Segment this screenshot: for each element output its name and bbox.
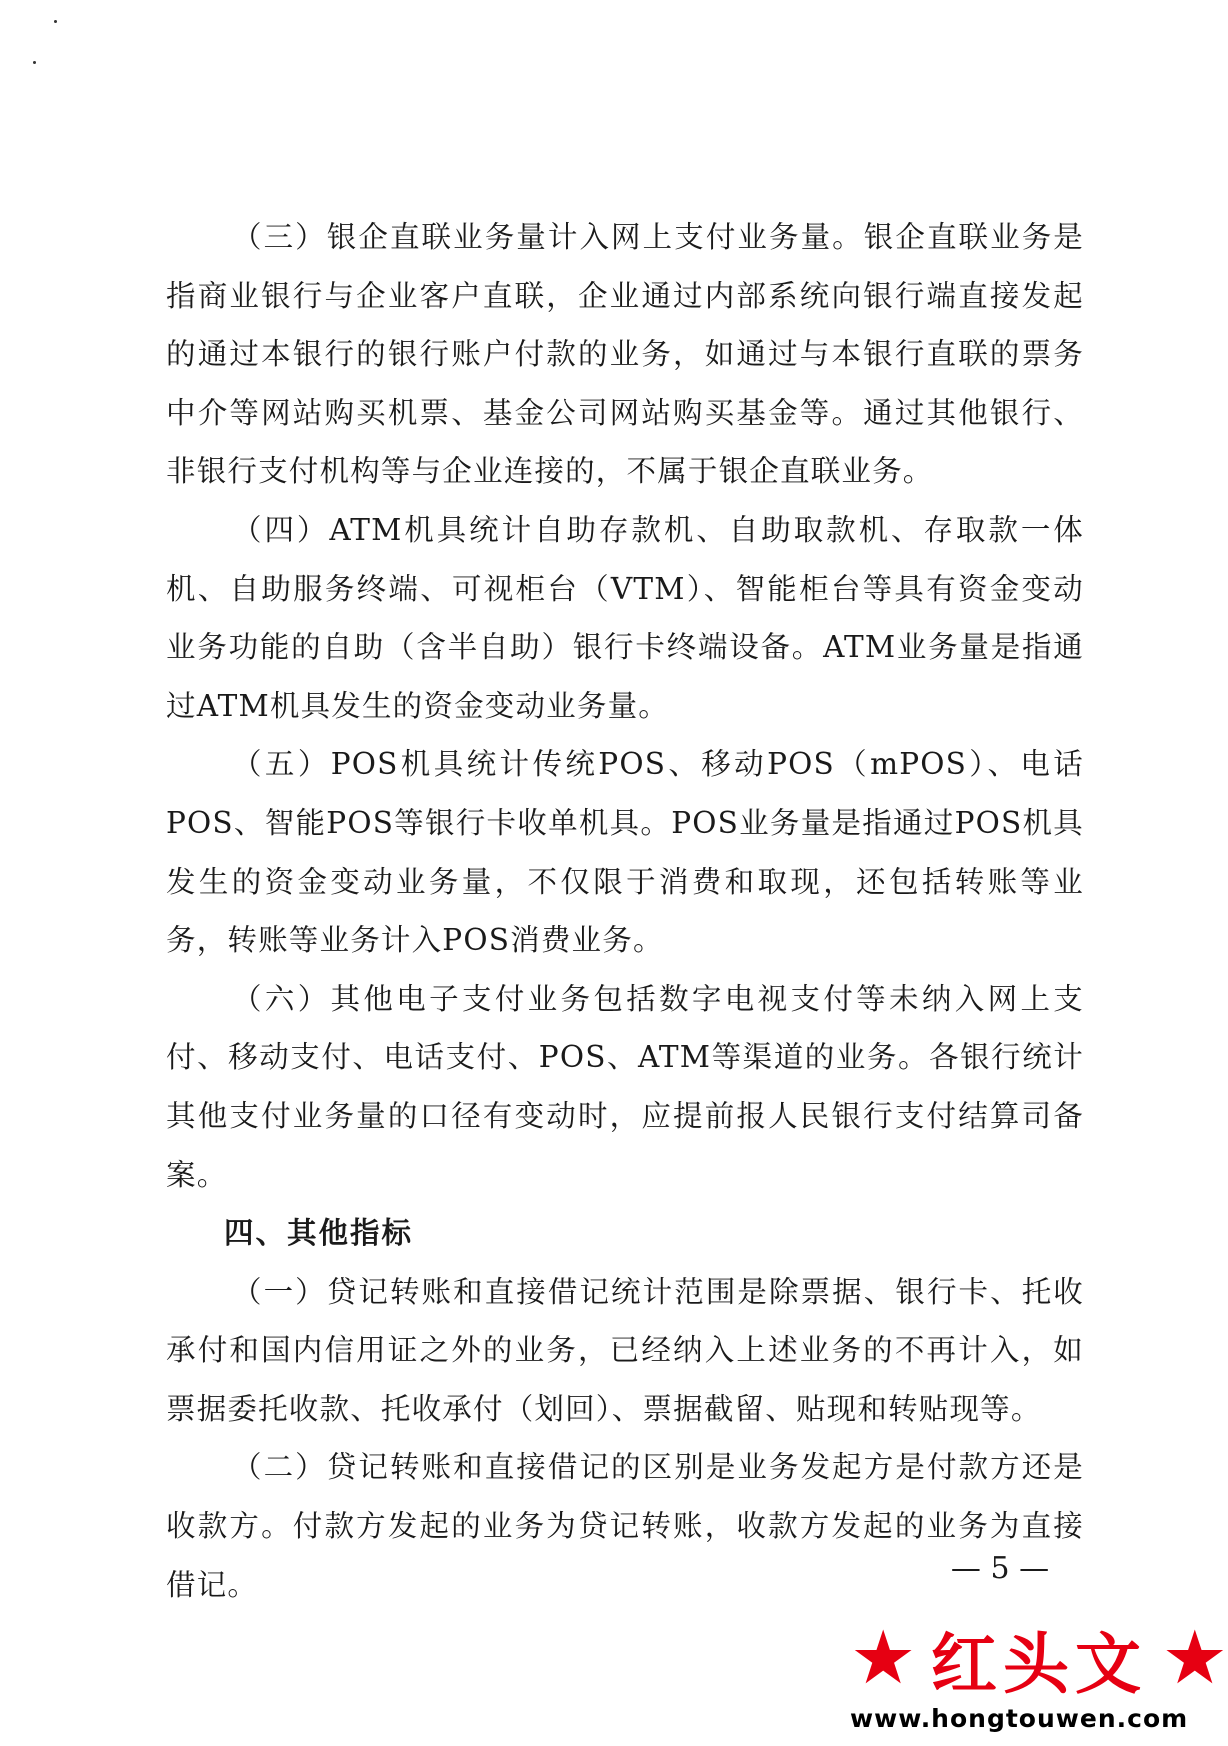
star-icon: ★ bbox=[1161, 1615, 1228, 1701]
scan-speck bbox=[33, 61, 36, 64]
watermark-url: www.hongtouwen.com bbox=[850, 1704, 1189, 1733]
star-icon: ★ bbox=[850, 1615, 917, 1701]
paragraph-four: （四）ATM机具统计自助存款机、自助取款机、存取款一体机、自助服务终端、可视柜台（VTM）、智能柜台等具有资金变动业务功能的自助（含半自助）银行卡终端设备。ATM业务量是指通过ATM机具发生的资金变动业务量。 bbox=[166, 512, 1084, 723]
watermark-logo bbox=[850, 1612, 1228, 1742]
paragraph-six: （六）其他电子支付业务包括数字电视支付等未纳入网上支付、移动支付、电话支付、POS、ATM等渠道的业务。各银行统计其他支付业务量的口径有变动时，应提前报人民银行支付结算司备案。 bbox=[166, 981, 1084, 1192]
page-number: — 5 — bbox=[950, 1551, 1050, 1586]
document-body bbox=[166, 208, 1084, 1614]
paragraph-five: （五）POS机具统计传统POS、移动POS（mPOS）、电话POS、智能POS等银行卡收单机具。POS业务量是指通过POS机具发生的资金变动业务量，不仅限于消费和取现，还包括转账等业务，转账等业务计入POS消费业务。 bbox=[166, 747, 1084, 958]
watermark-text: 红头文 bbox=[931, 1625, 1147, 1703]
scan-speck bbox=[54, 20, 57, 23]
section-paragraph-two: （二）贷记转账和直接借记的区别是业务发起方是付款方还是收款方。付款方发起的业务为贷记转账，收款方发起的业务为直接借记。 bbox=[166, 1450, 1084, 1602]
watermark-row bbox=[850, 1612, 1228, 1704]
paragraph-three: （三）银企直联业务量计入网上支付业务量。银企直联业务是指商业银行与企业客户直联，企业通过内部系统向银行端直接发起的通过本银行的银行账户付款的业务，如通过与本银行直联的票务中介等网站购买机票、基金公司网站购买基金等。通过其他银行、非银行支付机构等与企业连接的，不属于银企直联业务。 bbox=[166, 220, 1084, 489]
section-paragraph-one: （一）贷记转账和直接借记统计范围是除票据、银行卡、托收承付和国内信用证之外的业务，已经纳入上述业务的不再计入，如票据委托收款、托收承付（划回）、票据截留、贴现和转贴现等。 bbox=[166, 1274, 1084, 1426]
section-heading: 四、其他指标 bbox=[224, 1216, 414, 1251]
